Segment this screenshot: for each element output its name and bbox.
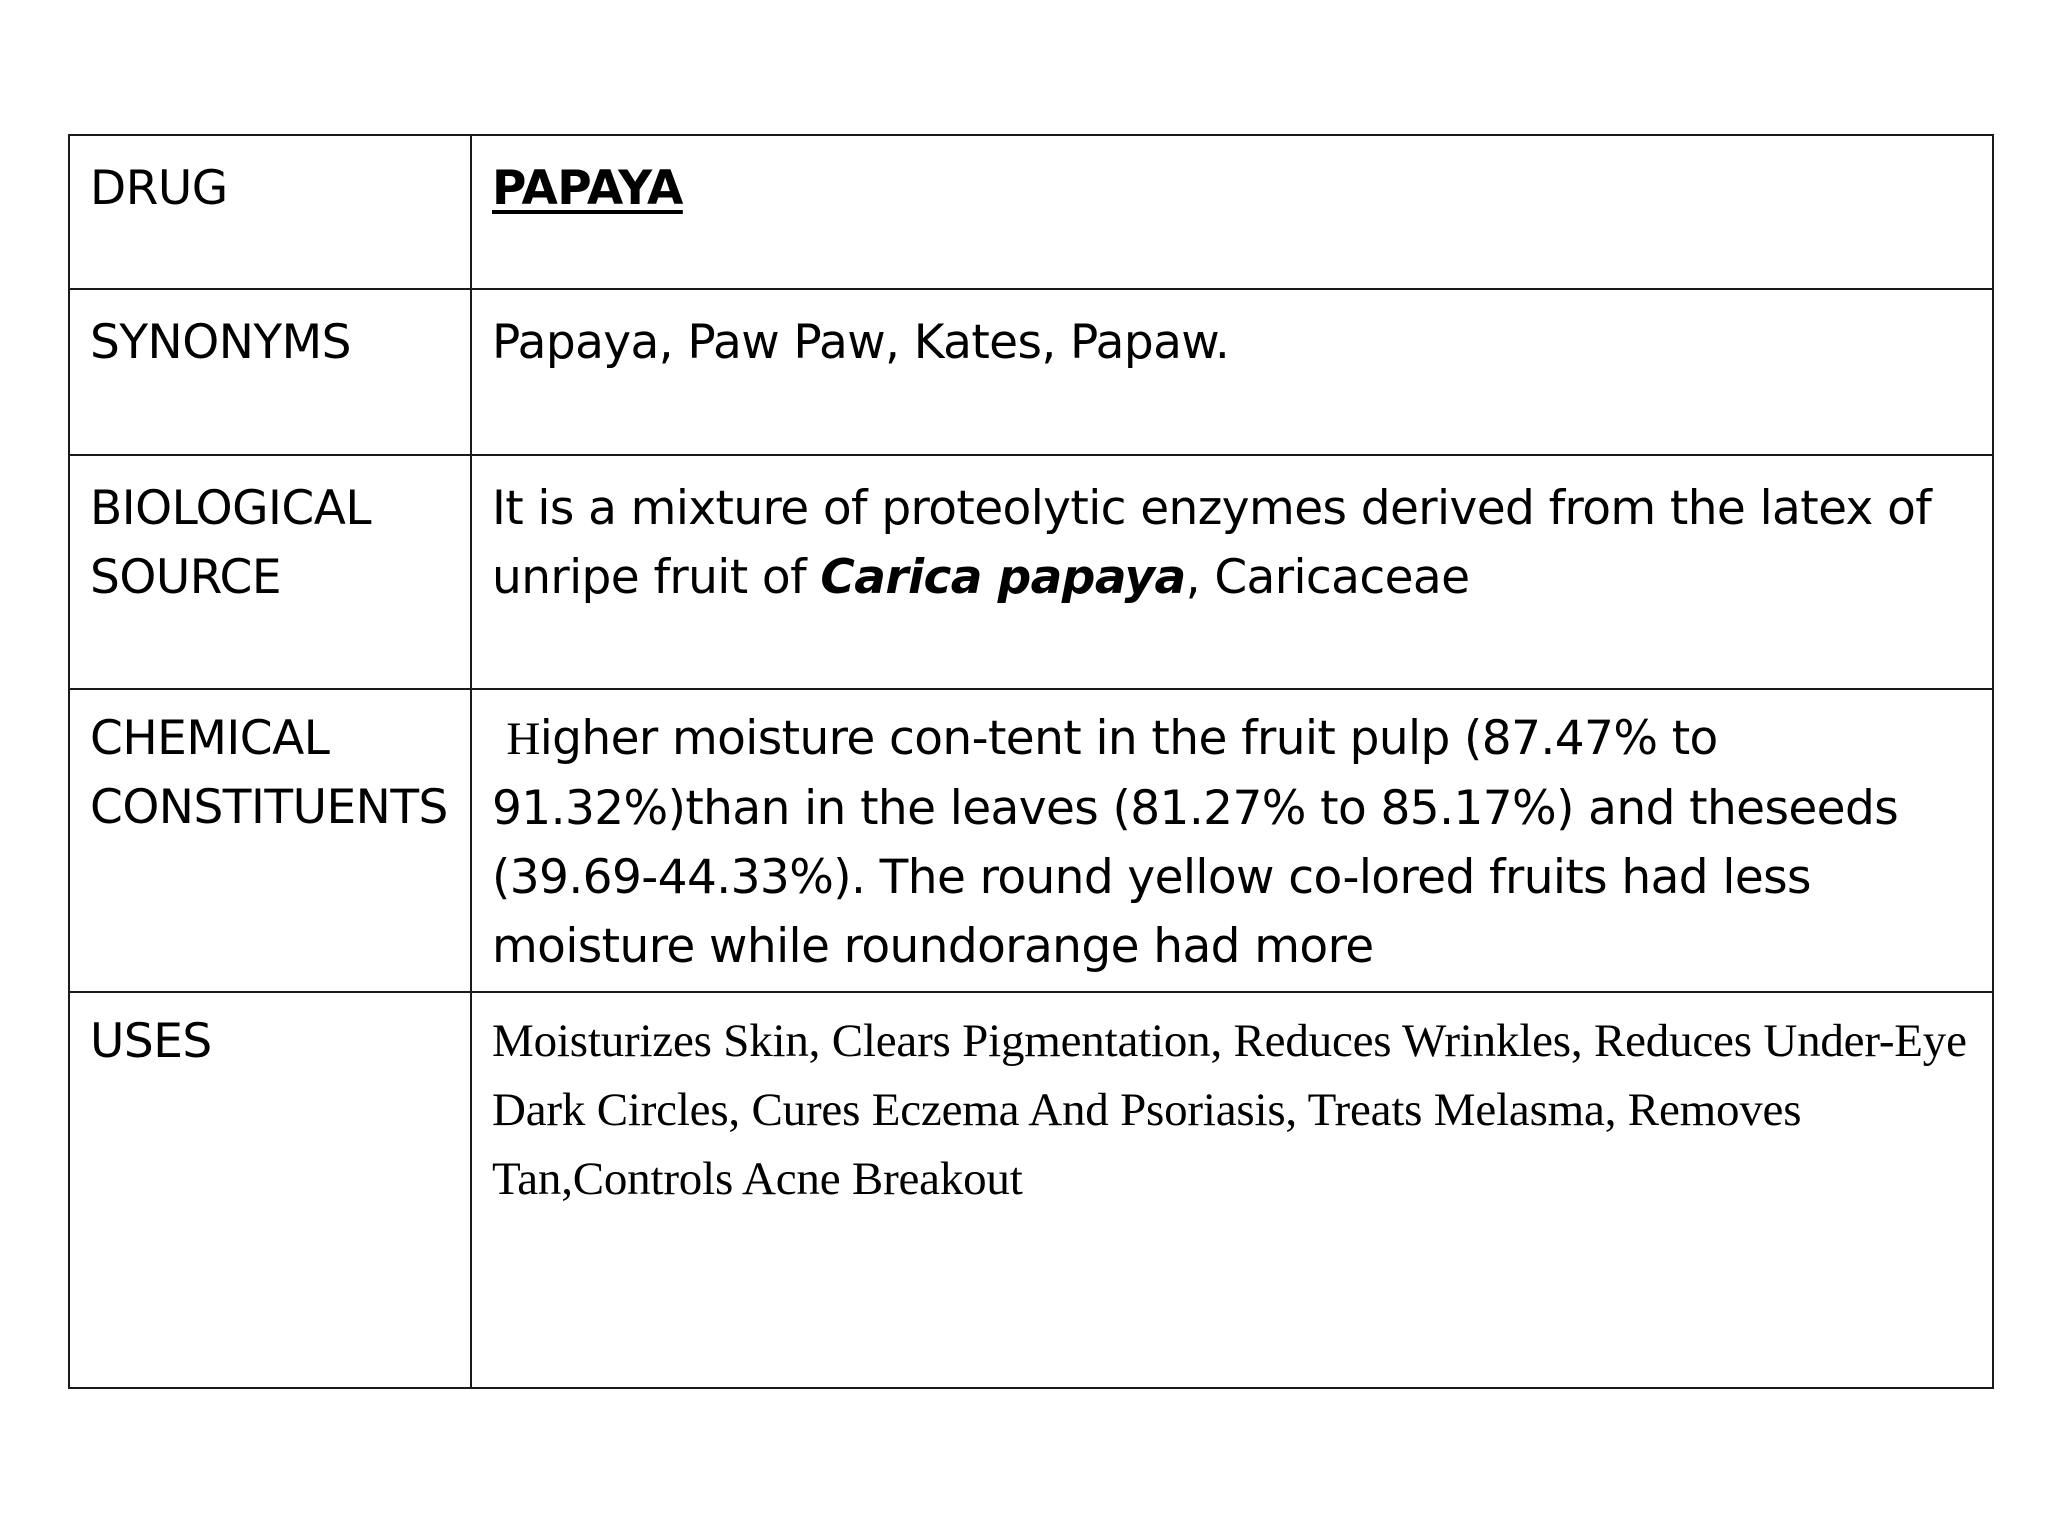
uses-value xyxy=(471,992,1993,1388)
row-synonyms xyxy=(69,289,1993,455)
synonyms-label xyxy=(69,289,471,455)
row-uses xyxy=(69,992,1993,1388)
row-chemical-constituents xyxy=(69,689,1993,992)
drug-label xyxy=(69,135,471,289)
chemical-constituents-label-line2: CONSTITUENTS xyxy=(90,780,448,835)
chemical-constituents-initial: H xyxy=(506,713,540,765)
uses-text: Moisturizes Skin, Clears Pigmentation, Reduces Wrinkles, Reduces Under-Eye Dark Circles, Cures Eczema And Psoriasis, Treats Melasma, Removes Tan,Controls Acne Breakout xyxy=(492,1015,1967,1205)
chemical-constituents-text: igher moisture con-tent in the fruit pulp (87.47% to 91.32%)than in the leaves (81.27% to 85.17%) and theseeds (39.69-44.33%). The round yellow co-lored fruits had less moisture while roundorange had more xyxy=(492,711,1899,974)
biological-source-text-after: , Caricaceae xyxy=(1185,550,1470,605)
biological-source-text-before: It is a mixture of proteolytic enzymes derived from the latex of unripe fruit of xyxy=(492,481,1932,605)
biological-source-label-line2: SOURCE xyxy=(90,550,282,605)
species-name: Carica papaya xyxy=(820,550,1186,605)
synonyms-label-text: SYNONYMS xyxy=(90,315,351,370)
synonyms-value xyxy=(471,289,1993,455)
chemical-constituents-label xyxy=(69,689,471,992)
chemical-constituents-label-line1: CHEMICAL xyxy=(90,711,330,766)
row-biological-source xyxy=(69,455,1993,689)
chemical-constituents-value xyxy=(471,689,1993,992)
biological-source-label-line1: BIOLOGICAL xyxy=(90,481,372,536)
biological-source-label xyxy=(69,455,471,689)
synonyms-text: Papaya, Paw Paw, Kates, Papaw. xyxy=(492,315,1230,370)
uses-label-text: USES xyxy=(90,1014,212,1069)
biological-source-value xyxy=(471,455,1993,689)
drug-label-text: DRUG xyxy=(90,161,228,216)
drug-name: PAPAYA xyxy=(492,161,683,216)
row-drug xyxy=(69,135,1993,289)
drug-value-cell xyxy=(471,135,1993,289)
uses-label xyxy=(69,992,471,1388)
drug-monograph-table xyxy=(68,134,1994,1389)
